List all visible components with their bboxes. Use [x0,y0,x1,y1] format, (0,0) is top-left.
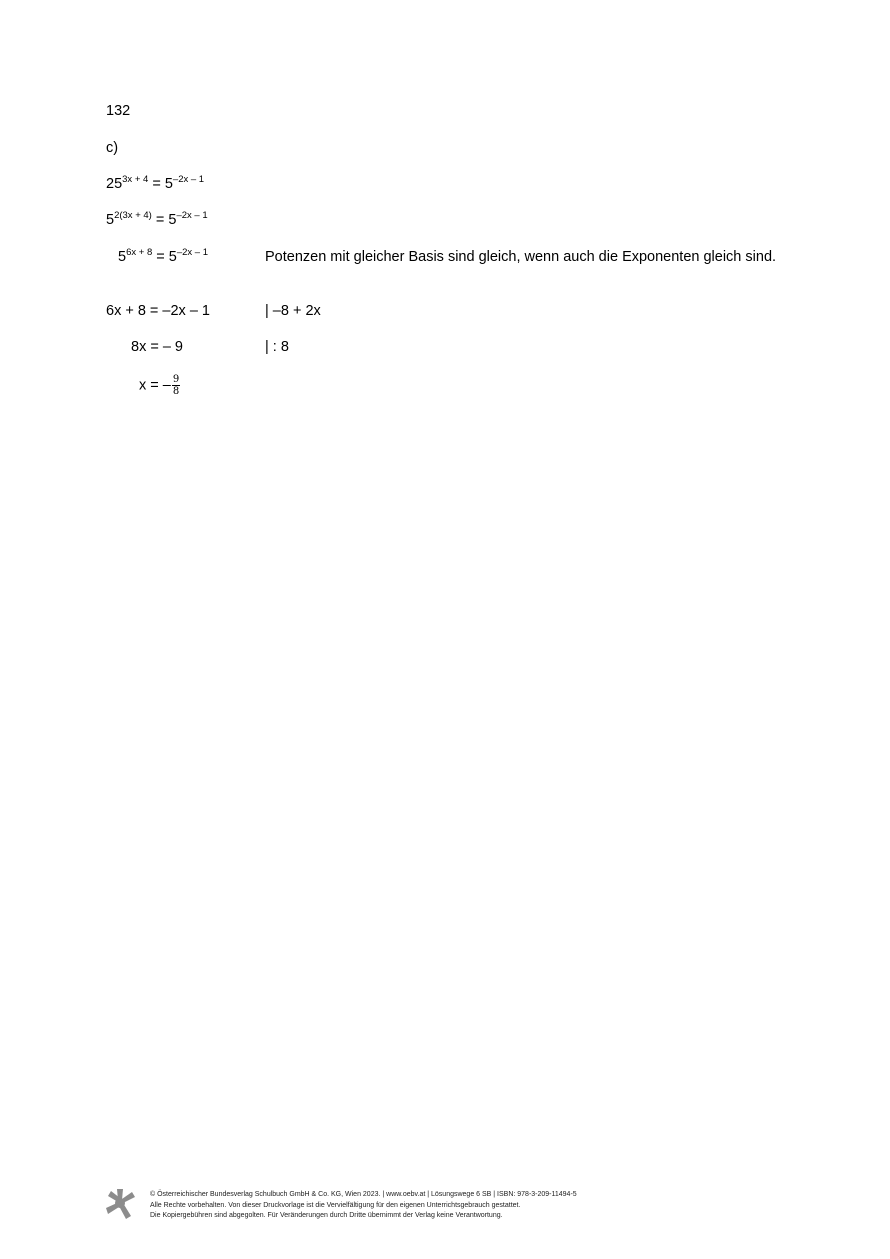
base: 5 [164,176,173,192]
footer-copyright [150,1190,577,1222]
step-3-equation [118,248,208,266]
base: 5 [106,212,115,228]
footer-line: Alle Rechte vorbehalten. Von dieser Druckvorlage ist die Vervielfältigung für den eigenen Unterrichtsgebrauch gestattet. [150,1201,521,1209]
equals: = [148,176,165,192]
step-6-equation [139,374,180,397]
step-1-equation [106,175,204,193]
exponent: –2x – 1 [176,210,208,221]
solution-lhs: x = – [139,377,171,394]
step-2-equation [106,211,208,229]
fraction-numerator: 9 [172,374,180,385]
exponent: 6x + 8 [126,247,153,258]
page-number: 132 [106,103,131,119]
step-4-operation: | –8 + 2x [265,303,321,319]
exponent: 2(3x + 4) [114,210,152,221]
part-label: c) [106,140,119,156]
step-5-equation: 8x = – 9 [131,339,183,355]
exponent: –2x – 1 [172,174,205,185]
footer-line: © Österreichischer Bundesverlag Schulbuch GmbH & Co. KG, Wien 2023. | www.oebv.at | Lösungswege 6 SB | ISBN: 978-3-209-11494-5 [150,1191,577,1198]
step-3-note: Potenzen mit gleicher Basis sind gleich, wenn auch die Exponenten gleich sind. [265,249,777,265]
step-4-equation: 6x + 8 = –2x – 1 [106,303,210,319]
equals: = [151,212,169,228]
base: 5 [168,212,177,228]
fraction [172,374,180,397]
fraction-denominator: 8 [172,386,180,397]
exponent: –2x – 1 [176,247,209,258]
base: 25 [106,176,123,192]
equals: = [152,249,169,265]
base: 5 [168,249,177,265]
step-5-operation: | : 8 [265,339,289,355]
footer-line: Die Kopiergebühren sind abgegolten. Für Veränderungen durch Dritte übernimmt der Verlag keine Verantwortung. [150,1212,503,1219]
exponent: 3x + 4 [122,174,149,185]
oebv-asterisk-logo-icon [104,1188,136,1220]
base: 5 [118,249,127,265]
